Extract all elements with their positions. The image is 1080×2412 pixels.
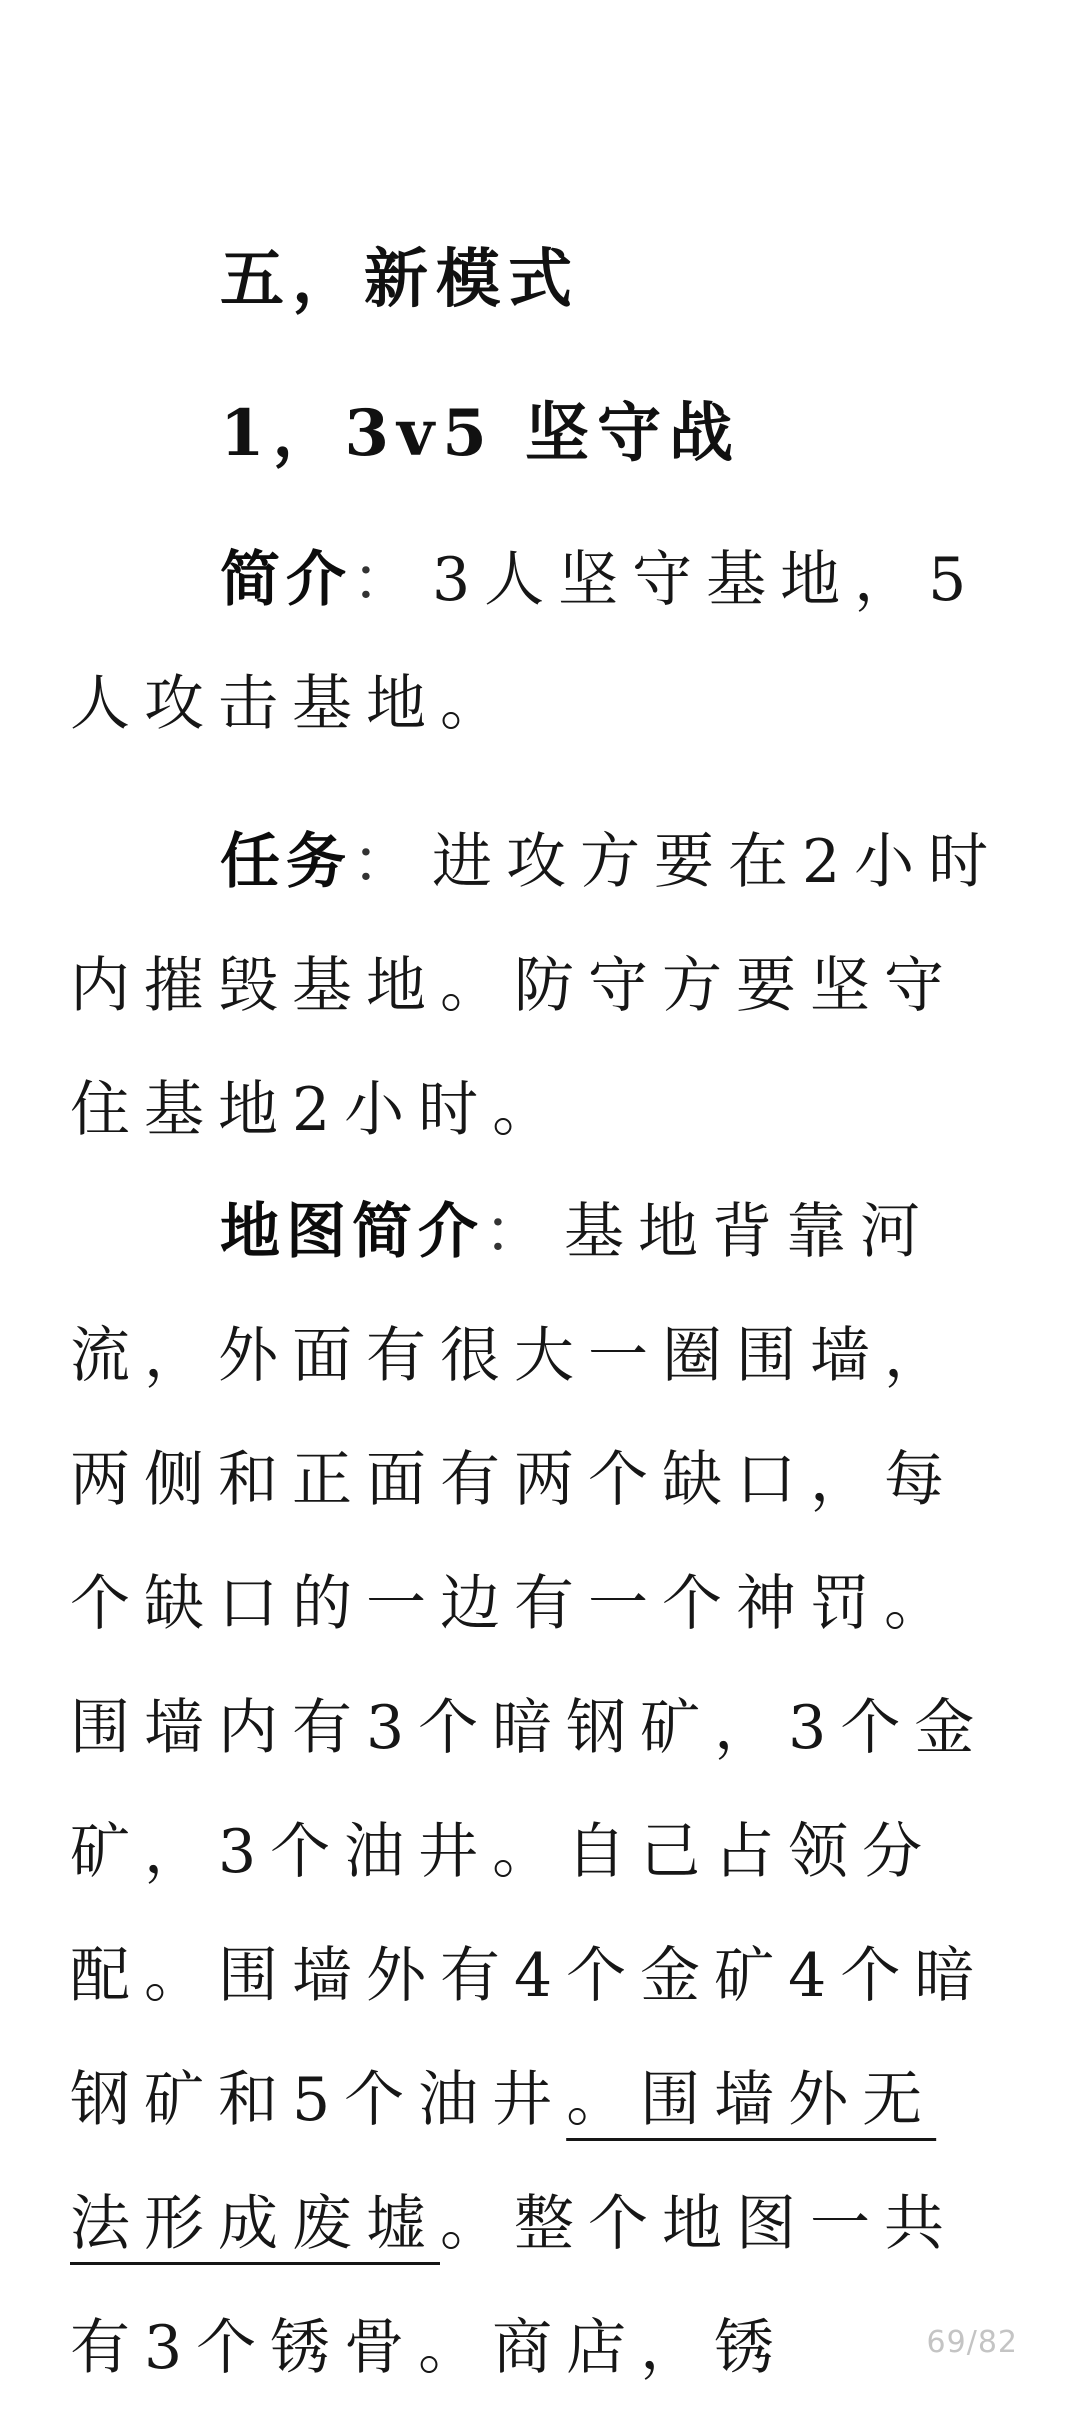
map-intro-paragraph (70, 1170, 1010, 2410)
task-label: 任务 (220, 827, 352, 897)
task-paragraph (70, 800, 1010, 1172)
section-title: 五，新模式 (220, 242, 580, 317)
task-text: 进攻方要在2小时内摧毁基地。防守方要坚守住基地2小时。 (70, 827, 1003, 1145)
intro-colon: ： (352, 545, 426, 615)
page-indicator: 69/82 (926, 2325, 1018, 2360)
map-intro-colon: ： (484, 1197, 558, 1267)
map-intro-text-continued: 。整个地图一共有3个锈骨。商店，锈 (70, 2189, 958, 2383)
map-intro-text: 基地背靠河流，外面有很大一圈围墙，两侧和正面有两个缺口，每个缺口的一边有一个神罚。围墙内有3个暗钢矿，3个金矿，3个油井。自己占领分配。围墙外有4个金矿4个暗钢矿和5个油井 (70, 1197, 989, 2135)
task-colon: ： (352, 827, 426, 897)
intro-paragraph (70, 518, 1010, 766)
intro-label: 简介 (220, 545, 352, 615)
map-intro-underlined-text: 。围墙外无法形成废墟 (70, 2065, 937, 2259)
mode-title: 1，3v5 坚守战 (220, 396, 742, 471)
map-intro-label: 地图简介 (220, 1197, 484, 1267)
intro-text: 3人坚守基地，5人攻击基地。 (70, 545, 981, 739)
